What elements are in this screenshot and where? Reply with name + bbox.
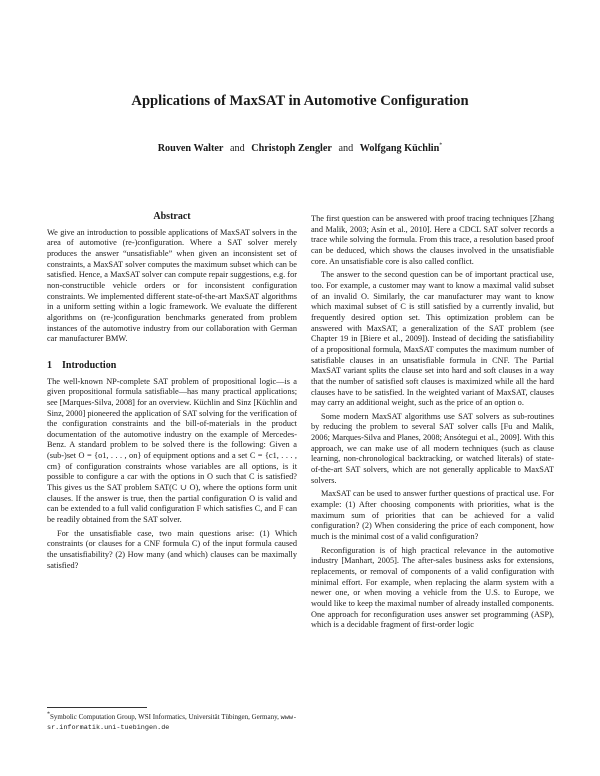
body-paragraph: MaxSAT can be used to answer further questions of practical use. For example: (1) After choosing components with priorities, what is the maximum sum of priorities that can be achieved for a valid configuration? (2) When considering the price of each component, how much is the minimal cost of a valid configuration?: [311, 489, 554, 542]
abstract-text: We give an introduction to possible applications of MaxSAT solvers in the area of automotive (re-)configuration. Where a SAT solver merely produces the answer “unsatisfiable” when given an inconsistent set of constraints, a MaxSAT solver computes the maximum subset which can be satisfied. Hence, a MaxSAT solver can compute repair suggestions, e.g. for non-constructible vehicle orders or for inconsistent configuration constraints. We implemented different state-of-the-art MaxSAT algorithms in a uniform setting within a logic framework. We evaluate the different algorithms on (re-)configuration benchmarks generated from problem instances of the automotive industry from our collaboration with German car manufacturer BMW.: [47, 227, 297, 344]
footnote: [47, 713, 297, 733]
paper-title: Applications of MaxSAT in Automotive Configuration: [131, 93, 469, 109]
author-conjunction: and: [338, 143, 354, 154]
body-paragraph: Reconfiguration is of high practical relevance in the automotive industry [Manhart, 2005]. The after-sales business asks for extensions, replacements, or removal of components of a valid configuration with minimal effort. For example, when replacing the alarm system with a newer one, or when moving a vehicle from the U.S. to Europe, we would like to keep the maximal number of already installed components. One approach for reconfiguration uses answer set programming (ASP), which is a decidable fragment of first-order logic: [311, 545, 554, 630]
section-title: Introduction: [62, 359, 117, 371]
right-column: [311, 214, 554, 631]
left-column: [47, 212, 297, 571]
body-paragraph: The first question can be answered with proof tracing techniques [Zhang and Malik, 2003; Asín et al., 2010]. Here a CDCL SAT solver records a trace while solving the formula. From this trace, a resolution based proof can be deduced, which shows the clauses involved in the unsatisfiable core. An unsatisfiable core is also called conflict.: [311, 214, 554, 266]
affiliation-mark: *: [439, 142, 443, 149]
abstract-heading: Abstract: [153, 211, 191, 222]
intro-paragraph: For the unsatisfiable case, two main questions arise: (1) Which constraints (or clauses for a CNF formula C) of the input formula caused the unsatisfiability? (2) How many (and which) clauses can be maximally satisfied?: [47, 528, 297, 570]
footnote-text: Symbolic Computation Group, WSI Informatics, Universität Tübingen, Germany,: [50, 713, 279, 721]
author-walter: Rouven Walter: [157, 143, 224, 154]
body-paragraph: The answer to the second question can be of important practical use, too. For example, a customer may want to know a maximal valid subset of an invalid O. Similarly, the car manufacturer may want to know which maximal subset of C is still satisfied by a currently invalid, but frequently desired option set. This optimization problem can be answered with MaxSAT, a generalization of the SAT problem (see Chapter 19 in [Biere et al., 2009]). Instead of deciding the satisfiability of a propositional formula, MaxSAT computes the maximum number of satisfiable clauses in an unsatisfiable formula in CNF. The Partial MaxSAT variant splits the clause set into hard and soft clauses in a way that the number of satisfied soft clauses is maximized while all the hard clauses have to be satisfied. In the weighted variant of MaxSAT, clauses may carry an additional weight, such as the price of an option o.: [311, 270, 554, 408]
intro-paragraph: The well-known NP-complete SAT problem of propositional logic—is a given propositional formula satisfiable—has many practical applications; see [Marques-Silva, 2008] for an overview. Küchlin and Sinz [Küchlin and Sinz, 2000] pioneered the application of SAT solving for the verification of the configuration constraints and the bill-of-materials in the product documentation of the automotive industry on the example of Mercedes-Benz. A standard problem to be solved there is the following: Given a (sub-)set O = {o1, . . . , on} of equipment options and a set C = {c1, . . . , cm} of configuration constraints whose variables are all options, is it possible to configure a car with the options in O such that C is satisfied? This gives us the SAT problem SAT(C ∪ O), where the options form unit clauses. If the answer is true, then the partial configuration O is valid and can be extended to a full valid configuration F which satisfies C, and F can be readily obtained from the SAT solver.: [47, 376, 297, 525]
body-paragraph: Some modern MaxSAT algorithms use SAT solvers as sub-routines by reducing the problem to several SAT solver calls [Fu and Malik, 2006; Marques-Silva and Planes, 2008; Ansótegui et al., 2009]. With this approach, we can make use of all modern techniques (such as clause learning, non-chronological backtracking, or watched literals) of state-of-the-art SAT solvers, which are not generally applicable to MaxSAT solvers.: [311, 411, 554, 485]
footnote-mark: *: [47, 711, 50, 718]
author-zengler: Christoph Zengler: [251, 143, 332, 154]
footnote-url: www-sr.informatik.uni-tuebingen.de: [47, 714, 297, 732]
section-number: 1: [47, 359, 52, 371]
author-conjunction: and: [230, 143, 245, 154]
author-line: [0, 143, 600, 154]
author-kuechlin: Wolfgang Küchlin: [359, 143, 440, 154]
section-heading: [47, 361, 297, 372]
footnote-rule: [47, 707, 147, 708]
